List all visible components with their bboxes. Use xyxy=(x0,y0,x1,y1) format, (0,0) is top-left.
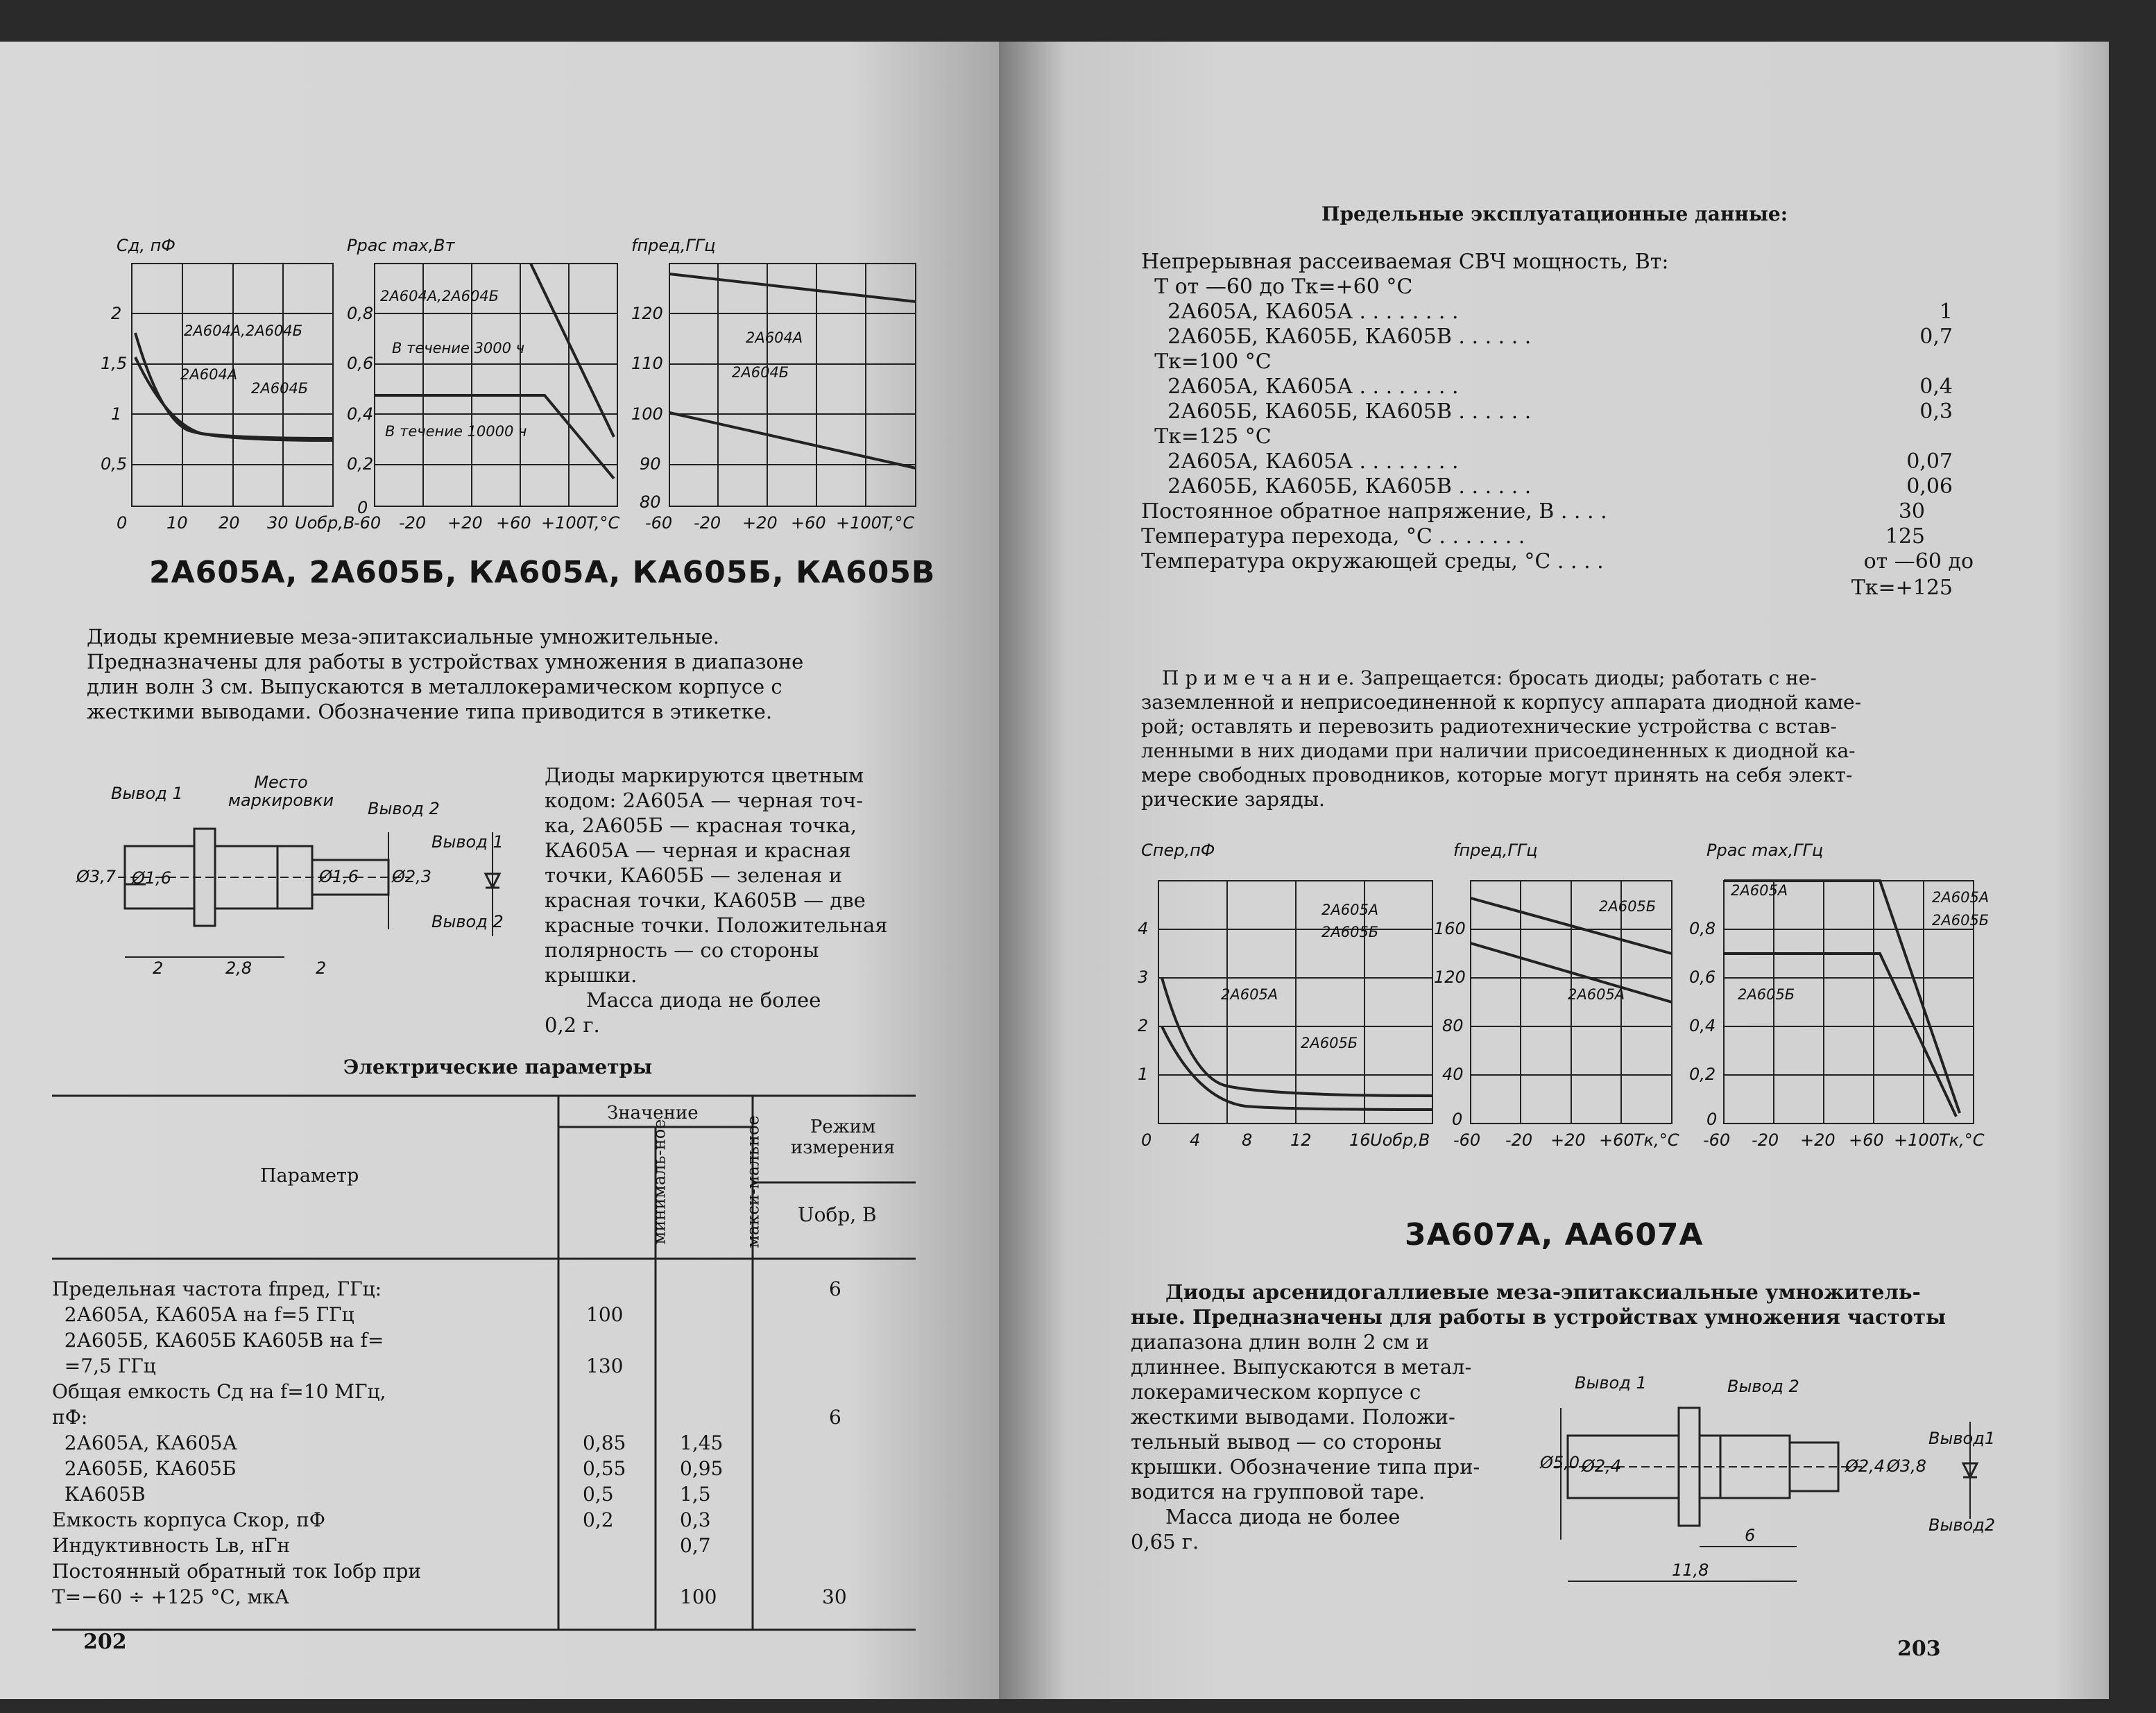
cell-mode: 30 xyxy=(822,1585,847,1608)
limit-label: Постоянное обратное напряжение, В . . . . xyxy=(1141,499,1607,524)
x-tick: +60 xyxy=(791,513,826,533)
table-row xyxy=(52,1276,916,1302)
limit-label: T от —60 до Tк=+60 °С xyxy=(1141,275,1413,299)
annotation: 2А604Б xyxy=(732,364,789,381)
cell-min: 0,55 xyxy=(583,1457,626,1480)
x-tick: +100 xyxy=(1894,1130,1940,1150)
diode-outline-drawing-607 xyxy=(1540,1359,1996,1609)
text-line: крышки. xyxy=(545,963,638,987)
dim-6: 6 xyxy=(1745,1526,1756,1545)
dim-118: 11,8 xyxy=(1672,1560,1709,1580)
cell-param: пФ: xyxy=(52,1406,88,1429)
annotation: 2А605Б xyxy=(1932,912,1990,929)
label-lead-1: Вывод 1 xyxy=(111,784,183,803)
chart-ylabel: fпред,ГГц xyxy=(1453,841,1538,860)
frequency-chart-left xyxy=(631,208,923,541)
text-line: КА605А — черная и красная xyxy=(545,838,851,862)
limit-value: от —60 до xyxy=(1863,549,1974,574)
chart-ylabel: Pрас max,ГГц xyxy=(1706,841,1824,860)
text-line: полярность — со стороны xyxy=(545,938,819,962)
cell-min: 100 xyxy=(586,1303,624,1326)
limit-value: 0,06 xyxy=(1906,474,1953,499)
text-line: ленными в них диодами при наличии присоединенных к диодной ка- xyxy=(1141,739,1856,762)
annotation: В течение 10000 ч xyxy=(385,423,527,440)
cell-mode: 6 xyxy=(829,1277,841,1300)
limit-label: 2А605А, КА605А . . . . . . . . xyxy=(1141,375,1459,399)
text-line: рические заряды. xyxy=(1141,788,1325,811)
right-page xyxy=(999,42,2109,1699)
marking-paragraph xyxy=(545,763,916,1038)
text-line: 0,65 г. xyxy=(1131,1530,1199,1553)
x-tick: -20 xyxy=(399,513,427,533)
page-title: 3А607А, АА607А xyxy=(1405,1217,1704,1253)
frequency-chart-right xyxy=(1426,825,1689,1165)
annotation: 2А605А xyxy=(1221,986,1278,1003)
label-lead-1: Вывод1 xyxy=(1928,1429,1996,1448)
header-value: Значение xyxy=(607,1103,699,1124)
header-min: минималь-ное xyxy=(649,1119,669,1245)
annotation: 2А605А xyxy=(1731,882,1788,899)
text-line: 0,2 г. xyxy=(545,1013,600,1037)
text-line: длин волн 3 см. Выпускаются в металлокерамическом корпусе с xyxy=(87,675,782,698)
cell-param: =7,5 ГГц xyxy=(52,1354,156,1377)
chart-ylabel: Pрас max,Вт xyxy=(347,236,455,255)
x-tick: +20 xyxy=(1550,1130,1586,1150)
dim-d38: Ø3,8 xyxy=(1887,1456,1927,1476)
cell-max: 100 xyxy=(680,1585,717,1608)
limit-label: Непрерывная рассеиваемая СВЧ мощность, Вт: xyxy=(1141,250,1669,274)
y-tick: 90 xyxy=(640,454,661,474)
limits-list xyxy=(1141,250,2022,652)
cell-mode: 6 xyxy=(829,1406,841,1429)
dim-d50: Ø5,0 xyxy=(1540,1453,1580,1472)
table-row xyxy=(52,1558,916,1584)
cell-param: КА605В xyxy=(52,1483,146,1506)
text-line: Предназначены для работы в устройствах умножения в диапазоне xyxy=(87,650,804,673)
dim-d24: Ø2,4 xyxy=(1582,1456,1622,1476)
table-row xyxy=(52,1430,916,1456)
cell-param: 2А605А, КА605А на f=5 ГГц xyxy=(52,1303,354,1326)
table-row xyxy=(52,1507,916,1533)
cell-max: 1,45 xyxy=(680,1431,724,1454)
header-mode: Режим измерения xyxy=(790,1117,896,1158)
y-tick: 0 xyxy=(1706,1110,1718,1129)
cell-param: Индуктивность Lв, нГн xyxy=(52,1534,291,1557)
limit-label: 2А605Б, КА605Б, КА605В . . . . . . xyxy=(1141,474,1532,499)
x-tick: -60 xyxy=(645,513,673,533)
x-tick: 16 xyxy=(1349,1130,1371,1150)
diode-outline-drawing xyxy=(76,763,520,999)
text-line: диапазона длин волн 2 см и xyxy=(1131,1330,1430,1354)
y-tick: 0 xyxy=(357,498,368,517)
dim-d37: Ø3,7 xyxy=(76,867,117,886)
y-tick: 80 xyxy=(1442,1016,1464,1035)
annotation: 2А605Б xyxy=(1321,924,1379,940)
power-chart-left xyxy=(347,208,624,541)
x-unit: Uобр,В xyxy=(295,513,355,533)
y-tick: 120 xyxy=(631,304,663,323)
text-line: Масса диода не более xyxy=(586,988,821,1012)
limit-value: 0,07 xyxy=(1906,449,1953,474)
x-tick: +100 xyxy=(541,513,587,533)
label-lead-2: Вывод 2 xyxy=(1727,1377,1799,1396)
x-tick: +60 xyxy=(1849,1130,1884,1150)
page-number: 203 xyxy=(1897,1637,1941,1661)
capacitance-chart-right xyxy=(1127,825,1439,1165)
cell-min: 0,85 xyxy=(583,1431,626,1454)
capacitance-chart-left xyxy=(97,208,355,541)
x-unit: Tк,°C xyxy=(1634,1130,1679,1150)
text-line: точки, КА605Б — зеленая и xyxy=(545,863,843,887)
cell-param: Постоянный обратный ток Iобр при xyxy=(52,1560,422,1583)
x-tick: 10 xyxy=(166,513,188,533)
text-line: П р и м е ч а н и е. Запрещается: бросать диоды; работать с не- xyxy=(1162,666,1817,689)
page-number: 202 xyxy=(83,1630,127,1654)
chart-ylabel: fпред,ГГц xyxy=(631,236,716,255)
text-line: локерамическом корпусе с xyxy=(1131,1380,1421,1404)
dim-d16: Ø1,6 xyxy=(319,867,359,886)
y-tick: 0,2 xyxy=(347,454,374,474)
x-tick: +20 xyxy=(447,513,483,533)
table-row xyxy=(52,1302,916,1327)
y-tick: 1 xyxy=(1138,1065,1149,1084)
annotation: 2А605Б xyxy=(1738,986,1795,1003)
x-tick: +20 xyxy=(1800,1130,1836,1150)
power-chart-right xyxy=(1679,825,1990,1165)
cell-min: 0,2 xyxy=(583,1508,614,1531)
y-tick: 0,6 xyxy=(347,354,374,373)
y-tick: 0,2 xyxy=(1689,1065,1716,1084)
label-marking-place: Место маркировки xyxy=(228,773,334,810)
y-tick: 0,6 xyxy=(1689,967,1716,987)
y-tick: 1 xyxy=(111,404,122,424)
x-tick: 4 xyxy=(1190,1130,1201,1150)
x-tick: 8 xyxy=(1242,1130,1253,1150)
x-tick: +60 xyxy=(496,513,531,533)
text-line: рой; оставлять и перевозить радиотехнические устройства с встав- xyxy=(1141,715,1837,738)
y-tick: 0,4 xyxy=(347,404,374,424)
y-tick: 0,8 xyxy=(1689,919,1716,938)
limit-value: 0,7 xyxy=(1919,325,1953,349)
limit-value: 30 xyxy=(1898,499,1925,524)
cell-param: T=−60 ÷ +125 °С, мкА xyxy=(52,1585,290,1608)
cell-param: 2А605Б, КА605Б xyxy=(52,1457,237,1480)
chart-ylabel: Cд, пФ xyxy=(117,236,176,255)
text-line: ка, 2А605Б — красная точка, xyxy=(545,814,857,837)
annotation: 2А605Б xyxy=(1301,1035,1358,1051)
text-line: тельный вывод — со стороны xyxy=(1131,1430,1441,1454)
text-line: мере свободных проводников, которые могут принять на себя элект- xyxy=(1141,764,1853,786)
x-tick: +60 xyxy=(1599,1130,1634,1150)
limit-value: 125 xyxy=(1885,524,1925,549)
section-heading: Электрические параметры xyxy=(343,1056,653,1078)
label-lead-2: Вывод 2 xyxy=(431,912,504,931)
x-tick: -60 xyxy=(1453,1130,1481,1150)
label-lead-1: Вывод 1 xyxy=(431,832,504,852)
cell-max: 0,95 xyxy=(680,1457,724,1480)
x-tick: -60 xyxy=(1703,1130,1731,1150)
dim-2: 2 xyxy=(153,958,164,978)
y-tick: 40 xyxy=(1442,1065,1464,1084)
y-tick: 0,5 xyxy=(101,454,128,474)
limit-label: Tк=125 °С xyxy=(1141,424,1272,449)
cell-param: Предельная частота fпред, ГГц: xyxy=(52,1277,382,1300)
x-tick: 30 xyxy=(267,513,289,533)
x-tick: -20 xyxy=(1752,1130,1779,1150)
dim-28: 2,8 xyxy=(225,958,253,978)
y-tick: 0,4 xyxy=(1689,1016,1716,1035)
annotation: 2А605А xyxy=(1568,986,1625,1003)
x-tick: 0 xyxy=(117,513,128,533)
section-heading: Предельные эксплуатационные данные: xyxy=(1321,203,1788,225)
text-line: кодом: 2А605А — черная точ- xyxy=(545,789,864,812)
y-tick: 100 xyxy=(631,404,663,424)
annotation: 2А604А,2А604Б xyxy=(184,322,303,339)
table-row xyxy=(52,1353,916,1379)
cell-max: 0,7 xyxy=(680,1534,711,1557)
y-tick: 2 xyxy=(111,304,122,323)
label-lead-2: Вывод 2 xyxy=(368,799,440,818)
text-line: Диоды кремниевые меза-эпитаксиальные умножительные. xyxy=(87,625,719,648)
limit-label: Температура окружающей среды, °С . . . . xyxy=(1141,549,1604,574)
intro-paragraph xyxy=(87,624,916,724)
annotation: В течение 3000 ч xyxy=(392,340,525,356)
y-tick: 80 xyxy=(640,492,661,512)
annotation: 2А604Б xyxy=(251,380,309,397)
limit-value: 0,4 xyxy=(1919,375,1953,399)
parameters-table xyxy=(52,1089,916,1637)
text-line: жесткими выводами. Положи- xyxy=(1131,1405,1455,1429)
text-line: красные точки. Положительная xyxy=(545,913,888,937)
x-tick: +20 xyxy=(742,513,778,533)
cell-param: 2А605Б, КА605Б КА605В на f= xyxy=(52,1329,384,1352)
limit-label: 2А605А, КА605А . . . . . . . . xyxy=(1141,300,1459,324)
intro-paragraph xyxy=(1131,1280,2012,1329)
dim-d16: Ø1,6 xyxy=(132,868,172,888)
limit-value: Tк=+125 xyxy=(1851,576,1953,600)
x-tick: +100 xyxy=(836,513,882,533)
dim-d24: Ø2,4 xyxy=(1845,1456,1885,1476)
table-body xyxy=(52,1276,916,1610)
dim-d23: Ø2,3 xyxy=(392,867,432,886)
label-lead-2: Вывод2 xyxy=(1928,1515,1996,1535)
annotation: 2А604А,2А604Б xyxy=(380,288,499,304)
table-row xyxy=(52,1404,916,1430)
cell-param: 2А605А, КА605А xyxy=(52,1431,237,1454)
table-row xyxy=(52,1584,916,1610)
table-row xyxy=(52,1327,916,1353)
cell-param: Емкость корпуса Cкор, пФ xyxy=(52,1508,325,1531)
y-tick: 120 xyxy=(1434,967,1466,987)
y-tick: 3 xyxy=(1138,967,1149,987)
cell-param: Общая емкость Cд на f=10 МГц, xyxy=(52,1380,386,1403)
text-line: Масса диода не более xyxy=(1165,1505,1401,1529)
table-row xyxy=(52,1379,916,1404)
table-row xyxy=(52,1481,916,1507)
x-tick: -60 xyxy=(354,513,382,533)
cell-min: 130 xyxy=(586,1354,624,1377)
x-unit: T,°C xyxy=(881,513,915,533)
text-line: жесткими выводами. Обозначение типа приводится в этикетке. xyxy=(87,700,773,723)
x-unit: Tк,°C xyxy=(1939,1130,1985,1150)
header-uobr: Uобр, В xyxy=(798,1203,877,1226)
y-tick: 1,5 xyxy=(101,354,128,373)
left-page xyxy=(0,42,999,1699)
cell-max: 0,3 xyxy=(680,1508,711,1531)
limit-value: 1 xyxy=(1939,300,1953,324)
x-tick: -20 xyxy=(694,513,721,533)
x-tick: 0 xyxy=(1141,1130,1152,1150)
dim-2: 2 xyxy=(316,958,327,978)
annotation: 2А604А xyxy=(180,366,238,383)
x-tick: 12 xyxy=(1290,1130,1312,1150)
label-lead-1: Вывод 1 xyxy=(1575,1373,1647,1393)
table-row xyxy=(52,1533,916,1558)
x-tick: -20 xyxy=(1505,1130,1533,1150)
text-line: ные. Предназначены для работы в устройствах умножения частоты xyxy=(1131,1305,1947,1329)
limit-label: 2А605Б, КА605Б, КА605В . . . . . . xyxy=(1141,399,1532,424)
chart-ylabel: Cпер,пФ xyxy=(1141,841,1215,860)
y-tick: 160 xyxy=(1434,919,1466,938)
annotation: 2А605А xyxy=(1932,889,1990,906)
note-paragraph xyxy=(1141,666,2022,811)
header-param: Параметр xyxy=(260,1165,359,1187)
y-tick: 4 xyxy=(1138,919,1149,938)
x-unit: Uобр,В xyxy=(1370,1130,1430,1150)
text-line: красная точки, КА605В — две xyxy=(545,888,866,912)
x-unit: T,°C xyxy=(586,513,620,533)
table-row xyxy=(52,1456,916,1481)
annotation: 2А604А xyxy=(746,329,803,346)
text-line: водится на групповой таре. xyxy=(1131,1480,1426,1504)
annotation: 2А605Б xyxy=(1599,898,1657,915)
page-title: 2А605А, 2А605Б, КА605А, КА605Б, КА605В xyxy=(149,555,936,590)
y-tick: 110 xyxy=(631,354,663,373)
y-tick: 0 xyxy=(1452,1110,1463,1129)
text-line: длиннее. Выпускаются в метал- xyxy=(1131,1355,1472,1379)
cell-max: 1,5 xyxy=(680,1483,711,1506)
limit-label: Температура перехода, °С . . . . . . . xyxy=(1141,524,1525,549)
limit-label: 2А605А, КА605А . . . . . . . . xyxy=(1141,449,1459,474)
limit-label: Tк=100 °С xyxy=(1141,350,1272,374)
annotation: 2А605А xyxy=(1321,902,1379,918)
intro-paragraph-narrow xyxy=(1131,1329,1519,1554)
header-max: макси-мальное xyxy=(743,1115,763,1248)
text-line: Диоды арсенидогаллиевые меза-эпитаксиальные умножитель- xyxy=(1165,1280,1921,1304)
y-tick: 2 xyxy=(1138,1016,1149,1035)
cell-min: 0,5 xyxy=(583,1483,614,1506)
limit-label: 2А605Б, КА605Б, КА605В . . . . . . xyxy=(1141,325,1532,349)
text-line: Диоды маркируются цветным xyxy=(545,764,864,787)
text-line: крышки. Обозначение типа при- xyxy=(1131,1455,1480,1479)
y-tick: 0,8 xyxy=(347,304,374,323)
limit-value: 0,3 xyxy=(1919,399,1953,424)
x-tick: 20 xyxy=(219,513,240,533)
text-line: заземленной и неприсоединенной к корпусу аппарата диодной каме- xyxy=(1141,691,1862,714)
